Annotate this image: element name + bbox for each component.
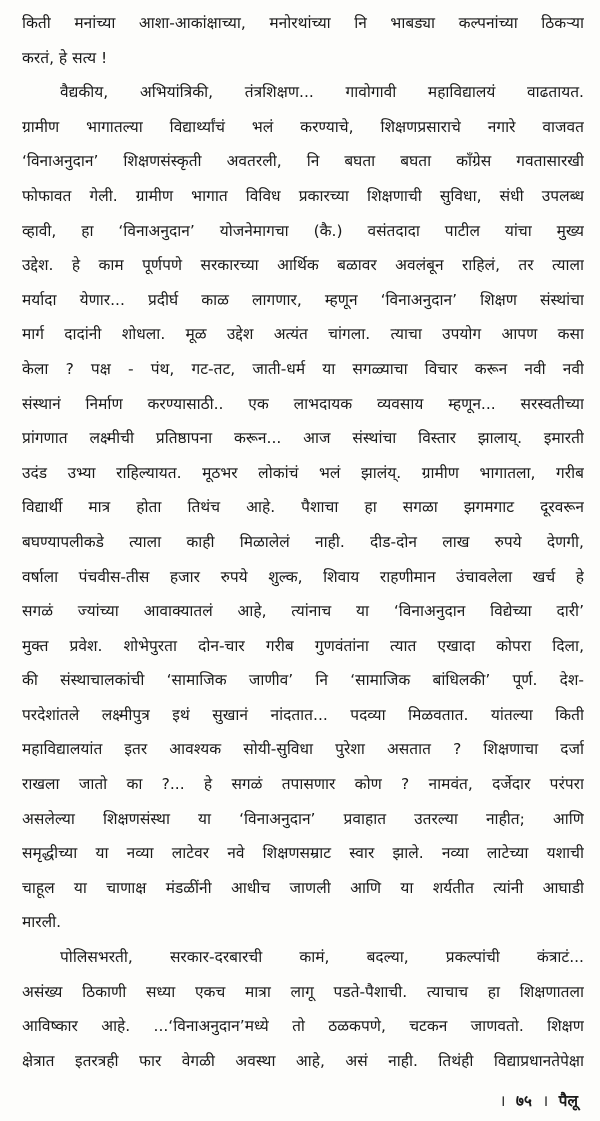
text-line: असलेल्या शिक्षणसंस्था या ‘विनाअनुदान’ प्रवाहात उतरल्या नाहीत; आणि — [22, 809, 584, 828]
text-line: क्षेत्रात इतरत्रही फार वेगळी अवस्था आहे, असं नाही. तिथंही विद्याप्रधानतेपेक्षा — [22, 1051, 584, 1070]
text-line: पोलिसभरती, सरकार-दरबारची कामं, बदल्या, प्रकल्पांची कंत्राटं... — [60, 948, 584, 967]
text-line: उदंड उभ्या राहिल्यायत. मूठभर लोकांचं भलं झालंय्. ग्रामीण भागातला, गरीब — [22, 463, 584, 482]
text-line: की संस्थाचालकांची ‘सामाजिक जाणीव’ नि ‘सामाजिक बांधिलकी’ पूर्ण. देश- — [22, 671, 584, 690]
text-line: सगळं ज्यांच्या आवाक्यातलं आहे, त्यांनाच या ‘विनाअनुदान विद्येच्या दारी’ — [22, 602, 584, 621]
text-line: फोफावत गेली. ग्रामीण भागात विविध प्रकारच्या शिक्षणाची सुविधा, संधी उपलब्ध — [22, 186, 584, 205]
text-line: चाहूल या चाणाक्ष मंडळींनी आधीच जाणली आणि या शर्यतीत त्यांनी आघाडी — [22, 878, 584, 897]
book-title: पैलू — [558, 1092, 578, 1110]
page-number: ७५ — [515, 1092, 532, 1110]
text-line: विद्यार्थी मात्र होता तिथंच आहे. पैशाचा हा सगळा झगमगाट दूरवरून — [22, 498, 584, 517]
text-line: करतं, हे सत्य ! — [22, 48, 108, 67]
text-line: समृद्धीच्या या नव्या लाटेवर नवे शिक्षणसम्राट स्वार झाले. नव्या लाटेच्या यशाची — [22, 844, 584, 863]
text-line: प्रांगणात लक्ष्मीची प्रतिष्ठापना करून... आज संस्थांचा विस्तार झालाय्. इमारती — [22, 429, 584, 448]
text-line: वर्षाला पंचवीस-तीस हजार रुपये शुल्क, शिवाय राहणीमान उंचावलेला खर्च हे — [22, 567, 584, 586]
text-line: उद्देश. हे काम पूर्णपणे सरकारच्या आर्थिक बळावर अवलंबून राहिलं, तर त्याला — [22, 256, 584, 275]
text-line: महाविद्यालयांत इतर आवश्यक सोयी-सुविधा पुरेशा असतात ? शिक्षणाचा दर्जा — [22, 740, 584, 759]
text-line: मर्यादा येणार... प्रदीर्घ काळ लागणार, म्हणून ‘विनाअनुदान’ शिक्षण संस्थांचा — [22, 290, 584, 309]
text-line: केला ? पक्ष - पंथ, गट-तट, जाती-धर्म या सगळ्याचा विचार करून नवी नवी — [22, 359, 584, 378]
page-footer — [495, 1089, 578, 1111]
text-line: मार्ग दादांनी शोधला. मूळ उद्देश अत्यंत चांगला. त्याचा उपयोग आपण कसा — [22, 325, 584, 344]
text-line: परदेशांतले लक्ष्मीपुत्र इथं सुखानं नांदतात... पदव्या मिळवतात. यांतल्या किती — [22, 705, 584, 724]
text-line: किती मनांच्या आशा-आकांक्षाच्या, मनोरथांच्या नि भाबड्या कल्पनांच्या ठिकऱ्या — [22, 14, 584, 32]
text-line: राखला जातो का ?... हे सगळं तपासणार कोण ? नामवंत, दर्जेदार परंपरा — [22, 775, 584, 794]
text-line: संस्थानं निर्माण करण्यासाठी.. एक लाभदायक व्यवसाय म्हणून... सरस्वतीच्या — [22, 394, 584, 413]
text-line: बघण्यापलीकडे त्याला काही मिळालेलं नाही. दीड-दोन लाख रुपये देणगी, — [22, 532, 584, 551]
text-line: मुक्त प्रवेश. शोभेपुरता दोन-चार गरीब गुणवंतांना त्यात एखादा कोपरा दिला, — [22, 636, 584, 655]
footer-separator: । — [499, 1092, 506, 1110]
text-line: ग्रामीण भागातल्या विद्यार्थ्यांचं भलं करण्याचे, शिक्षणप्रसाराचे नगारे वाजवत — [22, 117, 584, 136]
footer-separator: । — [542, 1092, 549, 1110]
text-line: वैद्यकीय, अभियांत्रिकी, तंत्रशिक्षण... गावोगावी महाविद्यालयं वाढतायत. — [60, 83, 584, 102]
text-line: असंख्य ठिकाणी सध्या एकच मात्रा लागू पडते-पैशाची. त्याचाच हा शिक्षणातला — [22, 982, 584, 1001]
text-line: मारली. — [22, 913, 62, 932]
text-line: ‘विनाअनुदान’ शिक्षणसंस्कृती अवतरली, नि बघता बघता काँग्रेस गवतासारखी — [22, 152, 584, 171]
body-text — [22, 6, 584, 1078]
text-line: व्हावी, हा ‘विनाअनुदान’ योजनेमागचा (कै.) वसंतदादा पाटील यांचा मुख्य — [22, 221, 584, 240]
text-line: आविष्कार आहे. ...‘विनाअनुदान’मध्ये तो ठळकपणे, चटकन जाणवतो. शिक्षण — [22, 1017, 584, 1036]
